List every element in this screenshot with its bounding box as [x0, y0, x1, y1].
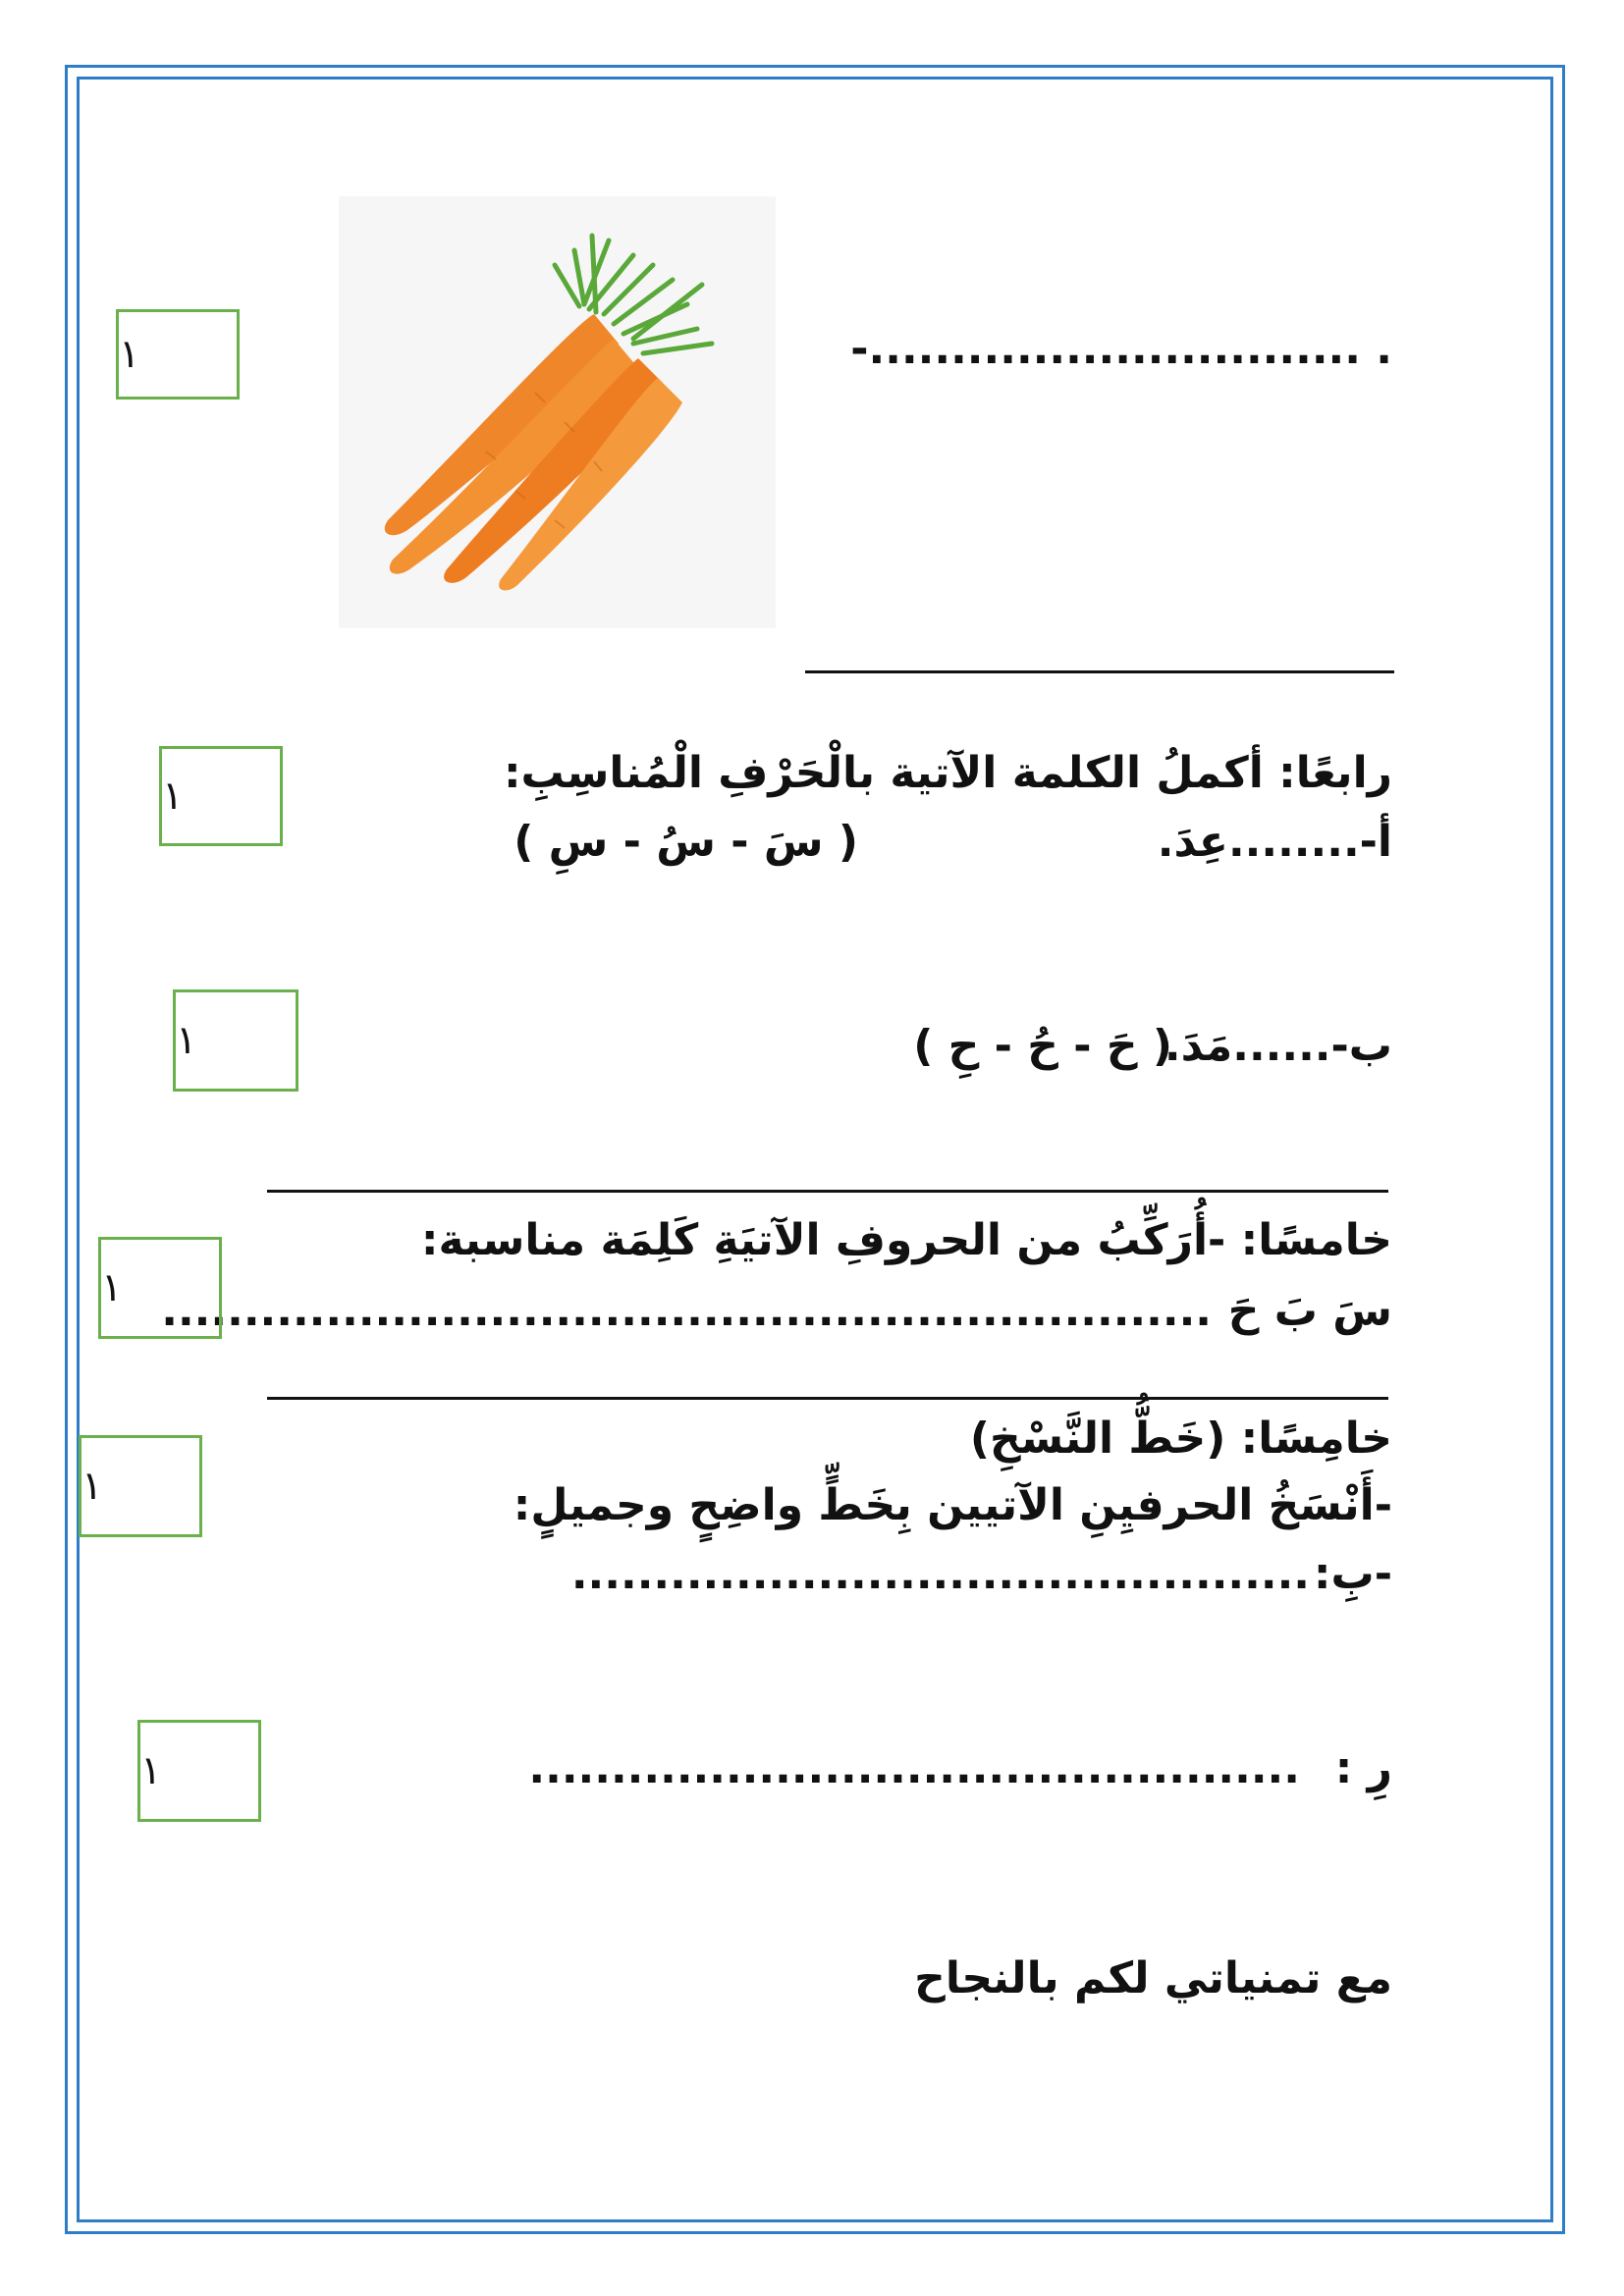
section5b-instruction: -أَنْسَخُ الحرفيِنِ الآتيين بِخَطٍّ واضِحٍ وجميلٍ:	[513, 1480, 1392, 1530]
carrots-image	[339, 196, 776, 628]
section5b-title: خامِسًا: (خَطُّ النَّسْخِ)	[969, 1414, 1392, 1464]
section4-title: رابعًا: أكملُ الكلمة الآتية بالْحَرْفِ الْمُناسِبِ:	[503, 748, 1392, 798]
section5b-item-r-label: رِ :	[1334, 1743, 1392, 1793]
section4-item-b-options: ( حَ - حُ - حِ )	[913, 1021, 1172, 1071]
score-box-2: ١	[159, 746, 283, 846]
score-box-1: ١	[116, 309, 240, 400]
section5b-item-r-dots: ...............................................	[528, 1743, 1300, 1793]
section5b-item-b-label: -بِ:	[1313, 1549, 1392, 1599]
score-box-4: ١	[98, 1237, 222, 1339]
section5a-letters: سَ بَ حَ	[1227, 1286, 1392, 1336]
section4-item-b-blank: ب-......مَدَ.	[1164, 1021, 1392, 1071]
score-box-3: ١	[173, 989, 298, 1092]
section4-item-a-options: ( سَ - سُ - سِ )	[514, 817, 858, 867]
score-box-5: ١	[79, 1435, 202, 1537]
answer-dots-line: -.............................. .	[850, 324, 1392, 374]
section5a-title: خامسًا: -أُرَكِّبُ من الحروفِ الآتيَةِ كَلِمَة مناسبة:	[420, 1215, 1392, 1265]
score-box-6: ١	[137, 1720, 261, 1822]
closing-wish: مع تمنياتي لكم بالنجاح	[914, 1953, 1392, 2003]
section5b-item-b-dots: .............................................	[570, 1549, 1310, 1599]
divider-2	[267, 1190, 1388, 1193]
section4-item-a-blank: أ-........عِدَ.	[1157, 817, 1392, 867]
divider-3	[267, 1397, 1388, 1400]
divider-1	[805, 670, 1394, 673]
section5a-dots: ................................................................	[161, 1286, 1212, 1336]
page-border-inner	[77, 77, 1553, 2222]
